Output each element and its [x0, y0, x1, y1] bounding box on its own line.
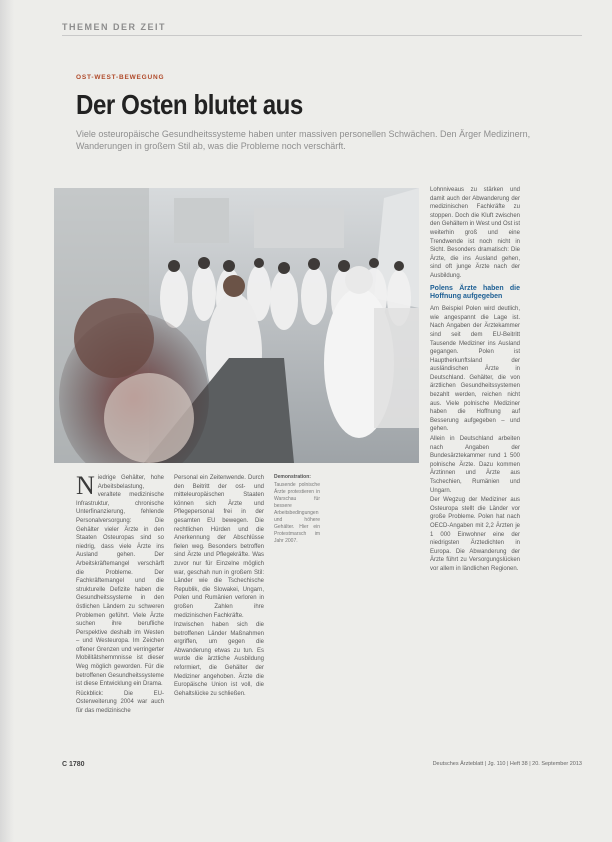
header-rule — [62, 35, 582, 36]
article-kicker: OST-WEST-BEWEGUNG — [76, 74, 165, 81]
column-1-para-2: Rückblick: Die EU-Osterweiterung 2004 war auch für das medizinische — [76, 690, 164, 715]
journal-citation: Deutsches Ärzteblatt | Jg. 110 | Heft 38 | 20. September 2013 — [432, 761, 582, 767]
scan-shadow — [0, 0, 14, 842]
column-right-para-1: Lohnniveaus zu stärken und damit auch der Abwanderung der medizinischen Fachkräfte zu stoppen. Doch die Kluft zwischen den Gehältern in West und Ost ist weiterhin groß und eine Trendwende ist noch nicht in Sicht. Besonders dramatisch: Die Ärzte, die ins Ausland gehen, sind oft junge Ärzte nach der Ausbildung. — [430, 187, 520, 279]
section-label: THEMEN DER ZEIT — [62, 22, 167, 32]
column-1-para-1 — [76, 471, 164, 689]
column-right-para-4: Der Wegzug der Mediziner aus Osteuropa stellt die Länder vor große Probleme. Polen hat nach OECD-Angaben mit 2,2 Ärzten je 1 000 Einwohner eine der niedrigsten Ärztedichten in Europa. Die Abwanderung der Ärzte führt zu Versorgungslücken vor allem in ländlichen Regionen. — [430, 497, 520, 572]
page-number: C 1780 — [62, 761, 85, 768]
column-right-para-3: Allein in Deutschland arbeiten nach Angaben der Bundesärztekammer rund 1 500 polnische Ärzte. Dazu kommen Ärztinnen und Ärzte aus Tschechien, Rumänien und Ungarn. — [430, 436, 520, 494]
page-header — [62, 22, 592, 36]
dropcap-n: N — [76, 471, 95, 500]
caption-title: Demonstration: — [274, 474, 311, 480]
column-2-para-2: Inzwischen haben sich die betroffenen Länder Maßnahmen ergriffen, um gegen die Abwanderung etwas zu tun. Es wurde die ärztliche Ausbildung reformiert, die Gehälter der Mediziner angehoben. Ärzte die Europäische Union ist voll, die Gehaltslücke zu schließen. — [174, 622, 264, 697]
article-headline: Der Osten blutet aus — [76, 89, 303, 120]
column-right — [430, 186, 520, 575]
caption-text: Tausende polnische Ärzte protestieren in Warschau für bessere Arbeitsbedingungen und höhere Gehälter. Hier ein Protestmarsch im Jahr 2007. — [274, 482, 320, 544]
column-2-para-1: Personal ein Zeitenwende. Durch den Beitritt der ost- und mitteleuropäischen Staaten können sich Ärzte und Pflegepersonal frei in der gesamten EU bewegen. Die rechtlichen Hürden und die Anerkennung der Abschlüsse fielen weg. Besonders betroffen sind Ärzte und Pflegekräfte. Was zuvor nur für Einzelne möglich war, geschah nun in großem Stil: Länder wie die Tschechische Republik, die Slowakei, Ungarn, Polen und Rumänien verloren in großen Zahlen ihre medizinischen Fachkräfte. — [174, 475, 264, 619]
article-deck: Viele osteuropäische Gesundheitssysteme haben unter massiven personellen Schwächen. Den Ärger Medizinern, Wanderungen in großem Stil ab, was die Probleme noch verschärft. — [76, 129, 531, 151]
protest-photo-illustration — [54, 188, 419, 463]
column-1 — [76, 471, 164, 717]
protest-photo — [54, 188, 419, 463]
photo-caption — [274, 474, 320, 545]
column-right-para-2: Am Beispiel Polen wird deutlich, wie angespannt die Lage ist. Nach Angaben der Ärztekammer sind seit dem EU-Beitritt Tausende Mediziner ins Ausland gegangen. Polen ist Hauptherkunftsland der ausländischen Ärzte in Deutschland. Gehälter, die von ärztlichen Gesundheitssystemen bezahlt werden, reichen nicht aus. Viele polnische Mediziner haben die Hoffnung auf Besserung aufgegeben – und gehen. — [430, 306, 520, 433]
column-2 — [174, 474, 264, 699]
column-1-text-1: iedrige Gehälter, hohe Arbeitsbelastung, veraltete medizinische Infrastruktur, chronische Unterfinanzierung, fehlende Personalversorgung: Die Gehälter vieler Ärzte in den Staaten Osteuropas sind so niedrig, dass viele Ärzte ins Ausland gehen. Der Arbeitskräftemangel verschärft die Probleme. Der Fachkräftemangel und die strukturelle Defizite haben die Gesundheitssysteme in den östlichen Ländern zu schweren Problemen geführt. Viele Ärzte suchen ihre berufliche Perspektive deshalb im Westen – und Westeuropa. Im Zeichen offener Grenzen und verringerter Mobilitätshemmnisse ist dieser Weg möglich geworden. Für die betroffenen Gesundheitssysteme ist diese Entwicklung ein Drama. — [76, 475, 164, 688]
article-subhead: Polens Ärzte haben die Hoffnung aufgegeben — [430, 284, 520, 301]
